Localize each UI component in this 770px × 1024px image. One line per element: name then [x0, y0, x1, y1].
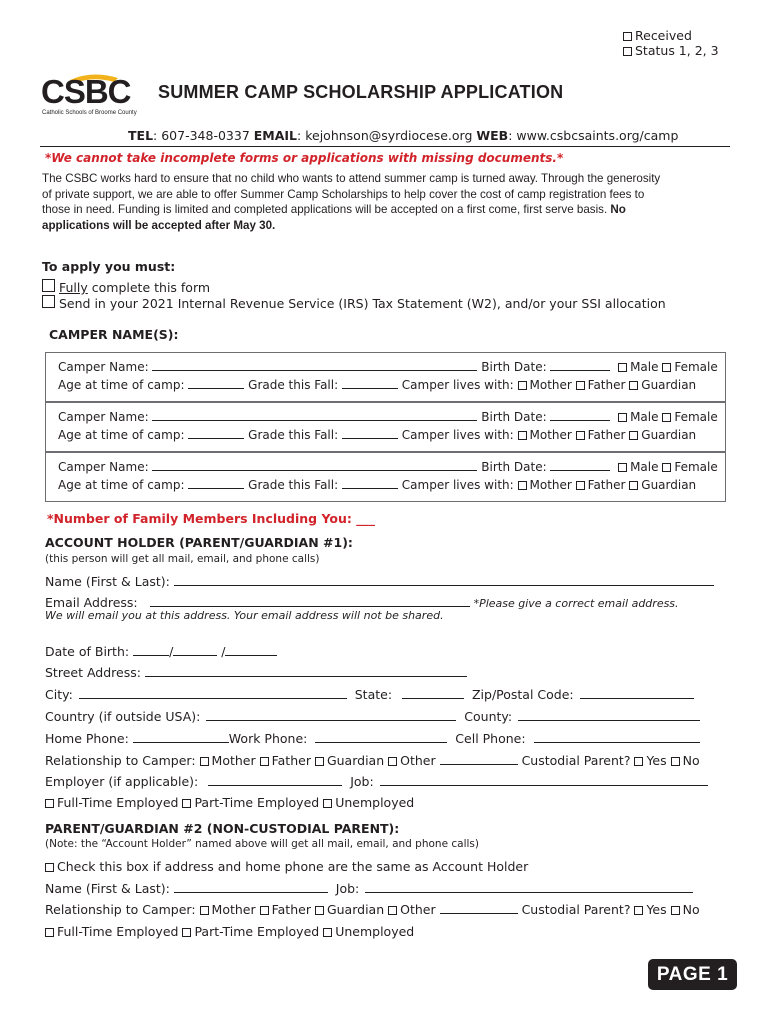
grade-field[interactable]: [342, 428, 398, 439]
camper-block-2: [45, 402, 726, 452]
page-number-badge: PAGE 1: [648, 959, 737, 990]
male-label: Male: [630, 360, 659, 374]
intro-paragraph: [42, 171, 732, 233]
camper-block-3: [45, 452, 726, 502]
unemployed-checkbox[interactable]: [323, 799, 332, 808]
dob-row: Date of Birth: / /: [45, 644, 277, 659]
account-email-row: [45, 595, 679, 610]
father-label: Father: [587, 478, 626, 492]
rel-mother-label: Mother: [211, 753, 256, 768]
account-name-row: [45, 574, 714, 589]
intro-deadline: applications will be accepted after May 30.: [42, 218, 276, 232]
p2-other-field[interactable]: [440, 903, 518, 914]
p2-unemployed-label: Unemployed: [335, 924, 415, 939]
country-field[interactable]: [206, 710, 456, 721]
rel-mother-checkbox[interactable]: [200, 757, 209, 766]
p2-full-time-label: Full-Time Employed: [57, 924, 179, 939]
street-field[interactable]: [145, 666, 467, 677]
account-name-field[interactable]: [174, 575, 714, 586]
account-email-label: Email Address:: [45, 595, 142, 610]
custodial-no-checkbox[interactable]: [671, 757, 680, 766]
age-label: Age at time of camp:: [58, 428, 189, 442]
female-label: Female: [674, 460, 718, 474]
mother-checkbox[interactable]: [518, 481, 527, 490]
home-phone-label: Home Phone:: [45, 731, 133, 746]
rel-other-checkbox[interactable]: [388, 757, 397, 766]
same-address-row: [45, 859, 528, 874]
parent2-relationship-label: Relationship to Camper:: [45, 902, 200, 917]
male-checkbox[interactable]: [618, 413, 627, 422]
custodial-no-label: No: [682, 753, 700, 768]
work-phone-field[interactable]: [315, 732, 447, 743]
received-label: Received: [635, 28, 692, 43]
father-checkbox[interactable]: [576, 381, 585, 390]
grade-label: Grade this Fall:: [248, 378, 342, 392]
grade-label: Grade this Fall:: [248, 428, 342, 442]
camper-name-label: Camper Name:: [58, 410, 153, 424]
apply-item-1: [59, 280, 210, 295]
employment-row: [45, 795, 414, 810]
intro-line-2: of private support, we are able to offer Summer Camp Scholarships to help cover the cost of camp registration fees to: [42, 187, 645, 201]
zip-field[interactable]: [580, 688, 694, 699]
female-label: Female: [674, 410, 718, 424]
custodial-yes-checkbox[interactable]: [634, 757, 643, 766]
guardian-label: Guardian: [641, 428, 697, 442]
parent2-name-label: Name (First & Last):: [45, 881, 174, 896]
p2-other-label: Other: [400, 902, 440, 917]
apply-item-2: Send in your 2021 Internal Revenue Service (IRS) Tax Statement (W2), and/or your SSI allocation: [59, 296, 666, 311]
page-title: SUMMER CAMP SCHOLARSHIP APPLICATION: [158, 82, 564, 102]
web-value: : www.csbcsaints.org/camp: [508, 128, 679, 143]
city-field[interactable]: [79, 688, 347, 699]
p2-part-time-checkbox[interactable]: [182, 928, 191, 937]
rel-other-label: Other: [400, 753, 440, 768]
age-label: Age at time of camp:: [58, 378, 189, 392]
work-phone-label: Work Phone:: [228, 731, 312, 746]
apply-heading: To apply you must:: [42, 259, 176, 274]
intro-no: No: [610, 203, 626, 216]
p2-father-checkbox[interactable]: [260, 906, 269, 915]
p2-guardian-label: Guardian: [326, 902, 385, 917]
parent2-employment-row: [45, 924, 414, 939]
camper-name-label: Camper Name:: [58, 460, 153, 474]
fully-underline: Fully: [59, 280, 88, 295]
apply-item-1-rest: complete this form: [87, 280, 211, 295]
cell-phone-field[interactable]: [534, 732, 700, 743]
male-checkbox[interactable]: [618, 463, 627, 472]
female-checkbox[interactable]: [662, 413, 671, 422]
relationship-row: [45, 753, 700, 768]
street-row: [45, 665, 467, 680]
p2-custodial-label: Custodial Parent?: [521, 902, 635, 917]
county-label: County:: [464, 709, 517, 724]
contact-line: [128, 128, 678, 143]
father-label: Father: [587, 428, 626, 442]
p2-mother-label: Mother: [211, 902, 256, 917]
job-label: Job:: [350, 774, 378, 789]
cell-phone-label: Cell Phone:: [455, 731, 530, 746]
fully-complete-checkbox[interactable]: [42, 279, 55, 292]
unemployed-label: Unemployed: [335, 795, 415, 810]
parent2-relationship-row: [45, 902, 700, 917]
city-row: [45, 687, 694, 702]
full-time-checkbox[interactable]: [45, 799, 54, 808]
camper-name-field[interactable]: [152, 360, 477, 371]
job-field[interactable]: [380, 775, 708, 786]
dob-year-field[interactable]: [225, 645, 277, 656]
header-divider: [40, 146, 730, 147]
account-holder-note: (this person will get all mail, email, and phone calls): [45, 553, 320, 565]
guardian-checkbox[interactable]: [629, 381, 638, 390]
email-value: : kejohnson@syrdiocese.org: [297, 128, 477, 143]
same-address-checkbox[interactable]: [45, 863, 54, 872]
tax-statement-checkbox[interactable]: [42, 295, 55, 308]
parent2-job-label: Job:: [335, 881, 364, 896]
grade-label: Grade this Fall:: [248, 478, 342, 492]
birth-date-field[interactable]: [550, 460, 610, 471]
dob-month-field[interactable]: [133, 645, 169, 656]
home-phone-field[interactable]: [133, 732, 229, 743]
p2-other-checkbox[interactable]: [388, 906, 397, 915]
birth-date-field[interactable]: [550, 360, 610, 371]
age-label: Age at time of camp:: [58, 478, 189, 492]
county-field[interactable]: [518, 710, 700, 721]
received-checkbox[interactable]: [623, 32, 632, 41]
employer-row: [45, 774, 708, 789]
rel-father-checkbox[interactable]: [260, 757, 269, 766]
camper-block-1: [45, 352, 726, 402]
logo-subtitle: Catholic Schools of Broome County: [42, 110, 137, 116]
country-label: Country (if outside USA):: [45, 709, 205, 724]
female-checkbox[interactable]: [662, 363, 671, 372]
p2-guardian-checkbox[interactable]: [315, 906, 324, 915]
male-label: Male: [630, 460, 659, 474]
camper-name-field[interactable]: [152, 460, 477, 471]
full-time-label: Full-Time Employed: [57, 795, 179, 810]
relationship-label: Relationship to Camper:: [45, 753, 200, 768]
status-label: Status 1, 2, 3: [635, 43, 719, 58]
dob-day-field[interactable]: [173, 645, 217, 656]
guardian-label: Guardian: [641, 378, 697, 392]
lives-with-label: Camper lives with:: [401, 428, 518, 442]
intro-line-3: those in need. Funding is limited and completed applications will be accepted on a first come, first serve basis.: [42, 203, 611, 216]
p2-unemployed-checkbox[interactable]: [323, 928, 332, 937]
grade-field[interactable]: [342, 478, 398, 489]
country-row: [45, 709, 700, 724]
family-members-label: *Number of Family Members Including You: ___: [47, 511, 375, 526]
rel-guardian-label: Guardian: [326, 753, 385, 768]
mother-checkbox[interactable]: [518, 381, 527, 390]
part-time-checkbox[interactable]: [182, 799, 191, 808]
employer-label: Employer (if applicable):: [45, 774, 203, 789]
guardian-checkbox[interactable]: [629, 431, 638, 440]
age-field[interactable]: [188, 378, 244, 389]
same-address-label: Check this box if address and home phone are the same as Account Holder: [57, 859, 529, 874]
state-field[interactable]: [402, 688, 464, 699]
parent2-name-row: [45, 881, 693, 896]
employer-field[interactable]: [208, 775, 342, 786]
city-label: City:: [45, 687, 77, 702]
status-checkbox[interactable]: [623, 47, 632, 56]
svg-text:CSBC: CSBC: [41, 73, 131, 110]
birth-date-label: Birth Date:: [481, 360, 551, 374]
p2-full-time-checkbox[interactable]: [45, 928, 54, 937]
rel-guardian-checkbox[interactable]: [315, 757, 324, 766]
camper-name-label: Camper Name:: [58, 360, 153, 374]
birth-date-field[interactable]: [550, 410, 610, 421]
part-time-label: Part-Time Employed: [194, 795, 320, 810]
age-field[interactable]: [188, 428, 244, 439]
p2-custodial-no-label: No: [682, 902, 700, 917]
email-label: EMAIL: [253, 128, 298, 143]
tel-value: : 607-348-0337: [153, 128, 254, 143]
lives-with-label: Camper lives with:: [401, 378, 518, 392]
state-label: State:: [354, 687, 397, 702]
camper-heading: CAMPER NAME(S):: [49, 327, 179, 342]
custodial-yes-label: Yes: [646, 753, 667, 768]
camper-name-field[interactable]: [152, 410, 477, 421]
email-note: *Please give a correct email address.: [473, 597, 679, 610]
father-checkbox[interactable]: [576, 431, 585, 440]
incomplete-warning: *We cannot take incomplete forms or applications with missing documents.*: [45, 151, 564, 165]
father-checkbox[interactable]: [576, 481, 585, 490]
web-label: WEB: [476, 128, 509, 143]
mother-label: Mother: [529, 478, 572, 492]
account-holder-heading: ACCOUNT HOLDER (PARENT/GUARDIAN #1):: [45, 535, 353, 550]
p2-mother-checkbox[interactable]: [200, 906, 209, 915]
parent2-job-field[interactable]: [365, 882, 693, 893]
tel-label: TEL: [128, 128, 154, 143]
email-note-2: We will email you at this address. Your email address will not be shared.: [45, 609, 444, 622]
p2-custodial-yes-label: Yes: [646, 902, 667, 917]
p2-custodial-yes-checkbox[interactable]: [634, 906, 643, 915]
mother-checkbox[interactable]: [518, 431, 527, 440]
intro-line-1: The CSBC works hard to ensure that no child who wants to attend summer camp is turned away. Through the generosity: [42, 172, 661, 185]
rel-father-label: Father: [271, 753, 311, 768]
birth-date-label: Birth Date:: [481, 410, 551, 424]
phone-row: [45, 731, 700, 746]
parent2-note: (Note: the “Account Holder” named above will get all mail, email, and phone calls): [45, 838, 479, 850]
male-label: Male: [630, 410, 659, 424]
mother-label: Mother: [529, 378, 572, 392]
street-label: Street Address:: [45, 665, 145, 680]
birth-date-label: Birth Date:: [481, 460, 551, 474]
dob-label: Date of Birth:: [45, 644, 134, 659]
male-checkbox[interactable]: [618, 363, 627, 372]
mother-label: Mother: [529, 428, 572, 442]
office-use-box: [623, 28, 719, 58]
parent2-heading: PARENT/GUARDIAN #2 (NON-CUSTODIAL PARENT):: [45, 821, 400, 836]
csbc-logo: [40, 72, 155, 117]
custodial-label: Custodial Parent?: [521, 753, 635, 768]
female-checkbox[interactable]: [662, 463, 671, 472]
p2-father-label: Father: [271, 902, 311, 917]
grade-field[interactable]: [342, 378, 398, 389]
age-field[interactable]: [188, 478, 244, 489]
father-label: Father: [587, 378, 626, 392]
account-email-field[interactable]: [150, 596, 470, 607]
guardian-label: Guardian: [641, 478, 697, 492]
rel-other-field[interactable]: [440, 754, 518, 765]
account-name-label: Name (First & Last):: [45, 574, 174, 589]
csbc-logo-mark: [40, 72, 155, 117]
lives-with-label: Camper lives with:: [401, 478, 518, 492]
guardian-checkbox[interactable]: [629, 481, 638, 490]
zip-label: Zip/Postal Code:: [471, 687, 578, 702]
p2-custodial-no-checkbox[interactable]: [671, 906, 680, 915]
p2-part-time-label: Part-Time Employed: [194, 924, 320, 939]
female-label: Female: [674, 360, 718, 374]
parent2-name-field[interactable]: [174, 882, 328, 893]
